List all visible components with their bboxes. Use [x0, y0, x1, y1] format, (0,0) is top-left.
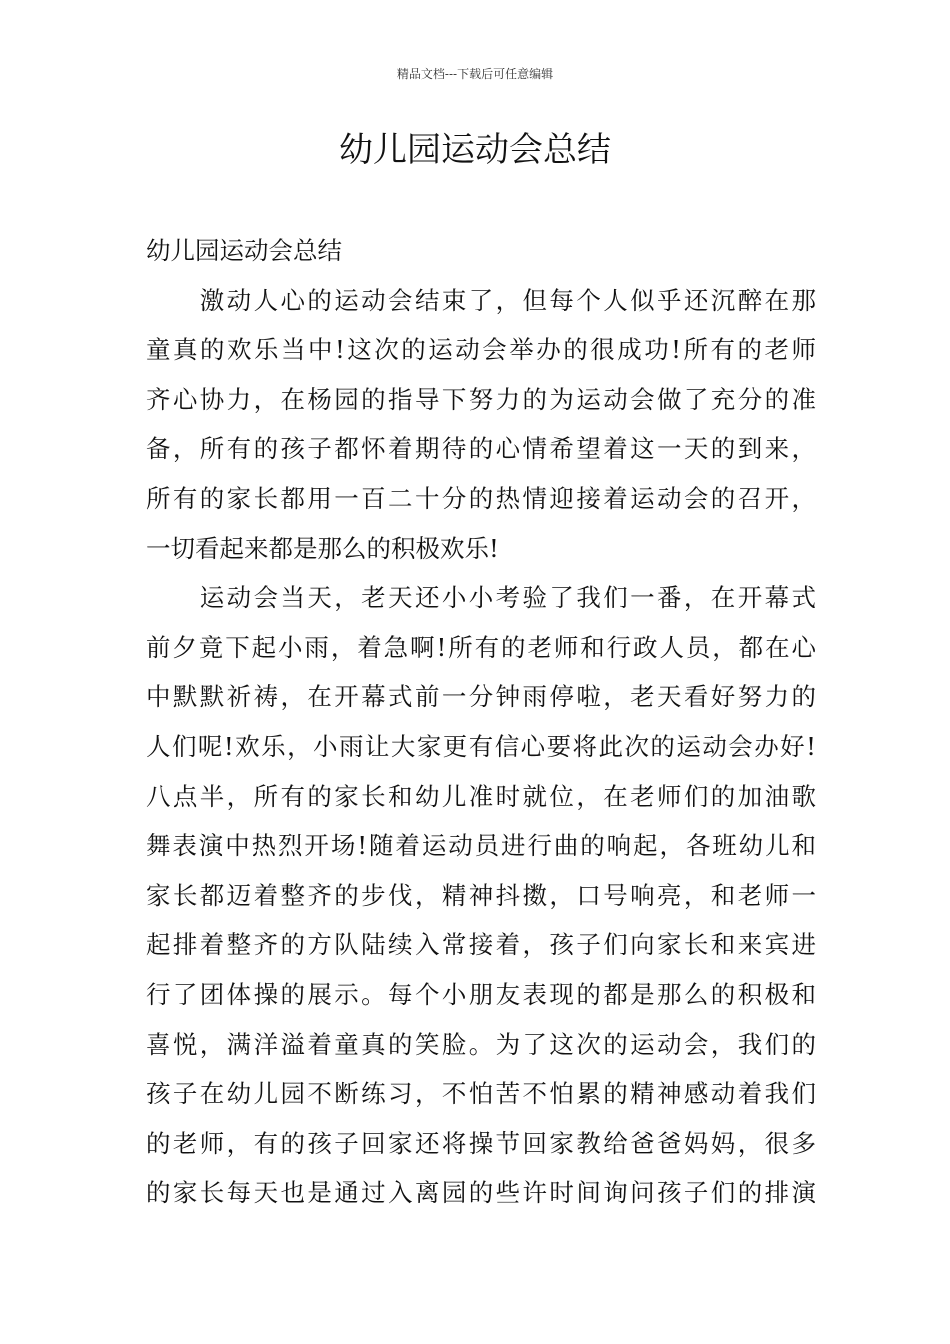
document-title: 幼儿园运动会总结 — [339, 130, 611, 170]
body-text-line: 舞表演中热烈开场!随着运动员进行曲的响起，各班幼儿和 — [146, 831, 816, 861]
body-text-line: 运动会当天，老天还小小考验了我们一番，在开幕式 — [146, 583, 816, 613]
body-subtitle-line: 幼儿园运动会总结 — [146, 236, 342, 265]
body-text-line: 激动人心的运动会结束了，但每个人似乎还沉醉在那 — [146, 285, 816, 315]
body-text-line: 家长都迈着整齐的步伐，精神抖擞，口号响亮，和老师一 — [146, 880, 816, 910]
body-text-line: 人们呢!欢乐，小雨让大家更有信心要将此次的运动会办好! — [146, 731, 816, 761]
document-body — [146, 226, 816, 1218]
body-text-line: 八点半，所有的家长和幼儿准时就位，在老师们的加油歌 — [146, 781, 816, 811]
body-text-line: 童真的欢乐当中!这次的运动会举办的很成功!所有的老师 — [146, 335, 816, 365]
body-text-line: 喜悦，满洋溢着童真的笑脸。为了这次的运动会，我们的 — [146, 1029, 816, 1059]
page-header-note: 精品文档---下载后可任意编辑 — [396, 67, 554, 81]
body-text-line: 行了团体操的展示。每个小朋友表现的都是那么的积极和 — [146, 979, 816, 1009]
body-text-line: 的老师，有的孩子回家还将操节回家教给爸爸妈妈，很多 — [146, 1128, 816, 1158]
body-text-line: 备，所有的孩子都怀着期待的心情希望着这一天的到来， — [146, 434, 816, 464]
body-text-line: 孩子在幼儿园不断练习，不怕苦不怕累的精神感动着我们 — [146, 1079, 816, 1109]
body-text-line: 所有的家长都用一百二十分的热情迎接着运动会的召开， — [146, 483, 816, 513]
body-text-line: 前夕竟下起小雨，着急啊!所有的老师和行政人员，都在心 — [146, 632, 816, 662]
body-text-line: 齐心协力，在杨园的指导下努力的为运动会做了充分的准 — [146, 384, 816, 414]
body-text-line: 起排着整齐的方队陆续入常接着，孩子们向家长和来宾进 — [146, 930, 816, 960]
body-text-line: 一切看起来都是那么的积极欢乐! — [146, 533, 499, 563]
body-text-line: 中默默祈祷，在开幕式前一分钟雨停啦，老天看好努力的 — [146, 682, 816, 712]
body-text-line: 的家长每天也是通过入离园的些许时间询问孩子们的排演 — [146, 1178, 816, 1208]
